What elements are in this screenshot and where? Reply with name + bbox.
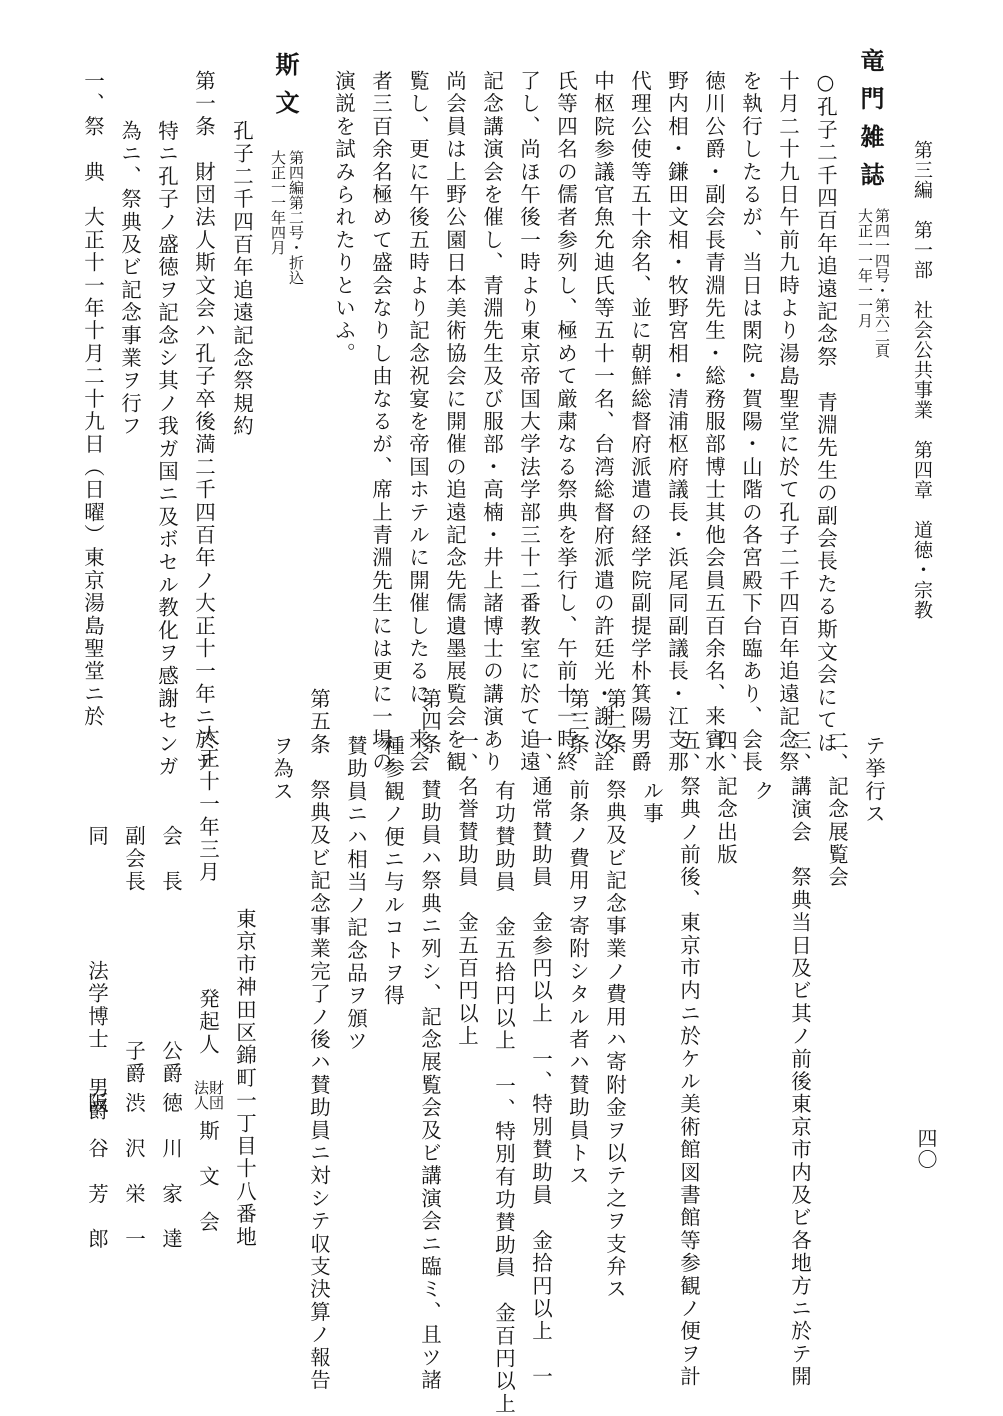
signature-address: 東京市神田区錦町一丁目十八番地 xyxy=(232,908,257,1249)
running-header: 第三編 第一部 社会公共事業 第四章 道徳・宗教 xyxy=(911,140,933,620)
rules-line: 第一条 財団法人斯文会ハ孔子卒後満二千四百年ノ大正十一年ニ於テ xyxy=(191,70,216,774)
rules-line: 一、名誉賛助員 金五百円以上 xyxy=(454,730,479,1048)
source-title-ryumon: 竜門雑誌 xyxy=(856,48,885,200)
article-line: 者三百余名極めて盛会なりし由なるが、席上青淵先生には更に一場の xyxy=(368,70,393,774)
source-note-ryumon-1: 第四一四号・第六二頁 xyxy=(873,208,891,358)
rules-line: 第五条 祭典及ビ記念事業完了ノ後ハ賛助員ニ対シテ収支決算ノ報告 xyxy=(306,688,331,1392)
rules-line: 為ニ、祭典及ビ記念事業ヲ行フ xyxy=(117,120,142,438)
org-role: 発起人 xyxy=(195,988,220,1057)
article-line: 尚会員は上野公園日本美術協会に開催の追遠記念先儒遺墨展覧会を観 xyxy=(442,70,467,774)
article-line: 十月二十九日午前九時より湯島聖堂に於て孔子二千四百年追遠記念祭 xyxy=(775,70,800,774)
source-note-ryumon-2: 大正一一年一一月 xyxy=(856,208,874,328)
article-line: 野内相・鎌田文相・牧野宮相・清浦枢府議長・浜尾同副議長・江支那 xyxy=(664,70,689,774)
president-name: 徳 川 家 達 xyxy=(158,1092,183,1251)
rules-line: ル事 xyxy=(639,780,664,826)
article-line: 徳川公爵・副会長青淵先生・総務服部博士其他会員五百余名、来賓水 xyxy=(701,70,726,774)
rules-line: 五、祭典ノ前後、東京市内ニ於ケル美術館図書館等参観ノ便ヲ計 xyxy=(676,730,701,1389)
rules-line: 有功賛助員 金五拾円以上 一、特別有功賛助員 金百円以上 xyxy=(491,780,516,1416)
rules-line: ヲ為ス xyxy=(269,735,294,804)
rules-line: 一、祭 典 大正十一年十月二十九日（日曜）東京湯島聖堂ニ於 xyxy=(80,70,105,729)
article-line: ○孔子二千四百年追遠記念祭 青淵先生の副会長たる斯文会にては xyxy=(813,70,838,755)
source-note-shibun-2: 大正一一年四月 xyxy=(269,150,287,255)
signature-date: 大正十一年三月 xyxy=(195,725,220,884)
article-line: 記念講演会を催し、青淵先生及び服部・高楠・井上諸博士の講演あり xyxy=(479,70,504,774)
rules-line: ク xyxy=(750,780,775,803)
rules-line: 第二条 祭典及ビ記念事業ノ費用ハ寄附金ヲ以テ之ヲ支弁ス xyxy=(602,688,627,1301)
org-name: 斯 文 会 xyxy=(195,1120,220,1234)
rules-line: 三、講演会 祭典当日及ビ其ノ前後東京市内及ビ各地方ニ於テ開 xyxy=(787,730,812,1389)
rules-line: 種参観ノ便ニ与ルコトヲ得 xyxy=(380,735,405,1008)
article-line: 氏等四名の儒者参列し、極めて厳粛なる祭典を挙行し、午前十一時終 xyxy=(553,70,578,774)
rules-line: 第四条 賛助員ハ祭典ニ列シ、記念展覧会及ビ講演会ニ臨ミ、且ツ諸 xyxy=(417,688,442,1392)
rules-line: 特ニ孔子ノ盛徳ヲ記念シ其ノ我ガ国ニ及ボセル教化ヲ感謝センガ xyxy=(154,120,179,779)
article-line: 了し、尚ほ午後一時より東京帝国大学法学部三十二番教室に於て追遠 xyxy=(516,70,541,774)
article-line: 中枢院参議官魚允迪氏等五十一名、台湾総督府派遣の許廷光・謝汝詮 xyxy=(590,70,615,774)
article-line: 代理公使等五十余名、並に朝鮮総督府派遣の経学院副提学朴箕陽男爵 xyxy=(627,70,652,774)
source-note-shibun-1: 第四編第二号・折込 xyxy=(287,150,305,285)
source-title-shibun: 斯文 xyxy=(271,52,300,128)
org-small-label-1: 財団 xyxy=(207,1080,225,1110)
vice-title: 副会長 xyxy=(121,825,146,894)
rules-heading: 孔子二千四百年追遠記念祭規約 xyxy=(229,120,254,438)
rules-line: 一、通常賛助員 金参円以上 一、特別賛助員 金拾円以上 一 xyxy=(528,730,553,1389)
org-small-label-2: 法人 xyxy=(192,1080,210,1110)
vice-rank: 子爵 xyxy=(121,1040,146,1086)
rules-line: テ挙行ス xyxy=(861,735,886,826)
third-name: 阪 谷 芳 郎 xyxy=(84,1092,109,1251)
rules-line: 二、記念展覧会 xyxy=(824,730,849,889)
rules-line: 四、記念出版 xyxy=(713,730,738,867)
rules-line: 第三条 前条ノ費用ヲ寄附シタル者ハ賛助員トス xyxy=(565,688,590,1188)
president-title: 会 長 xyxy=(158,825,183,894)
president-rank: 公爵 xyxy=(158,1040,183,1086)
vice-name: 渋 沢 栄 一 xyxy=(121,1092,146,1251)
article-line: 覧し、更に午後五時より記念祝宴を帝国ホテルに開催したるに、来会 xyxy=(405,70,430,774)
rules-line: 賛助員ニハ相当ノ記念品ヲ頒ツ xyxy=(343,735,368,1053)
third-title: 同 xyxy=(84,825,109,848)
page-number: 四〇 xyxy=(914,1128,938,1170)
article-line: を執行したるが、当日は閑院・賀陽・山階の各宮殿下台臨あり、会長 xyxy=(738,70,763,774)
third-rank: 法学博士 男爵 xyxy=(84,960,109,1123)
article-line: 演説を試みられたりといふ。 xyxy=(331,70,356,366)
